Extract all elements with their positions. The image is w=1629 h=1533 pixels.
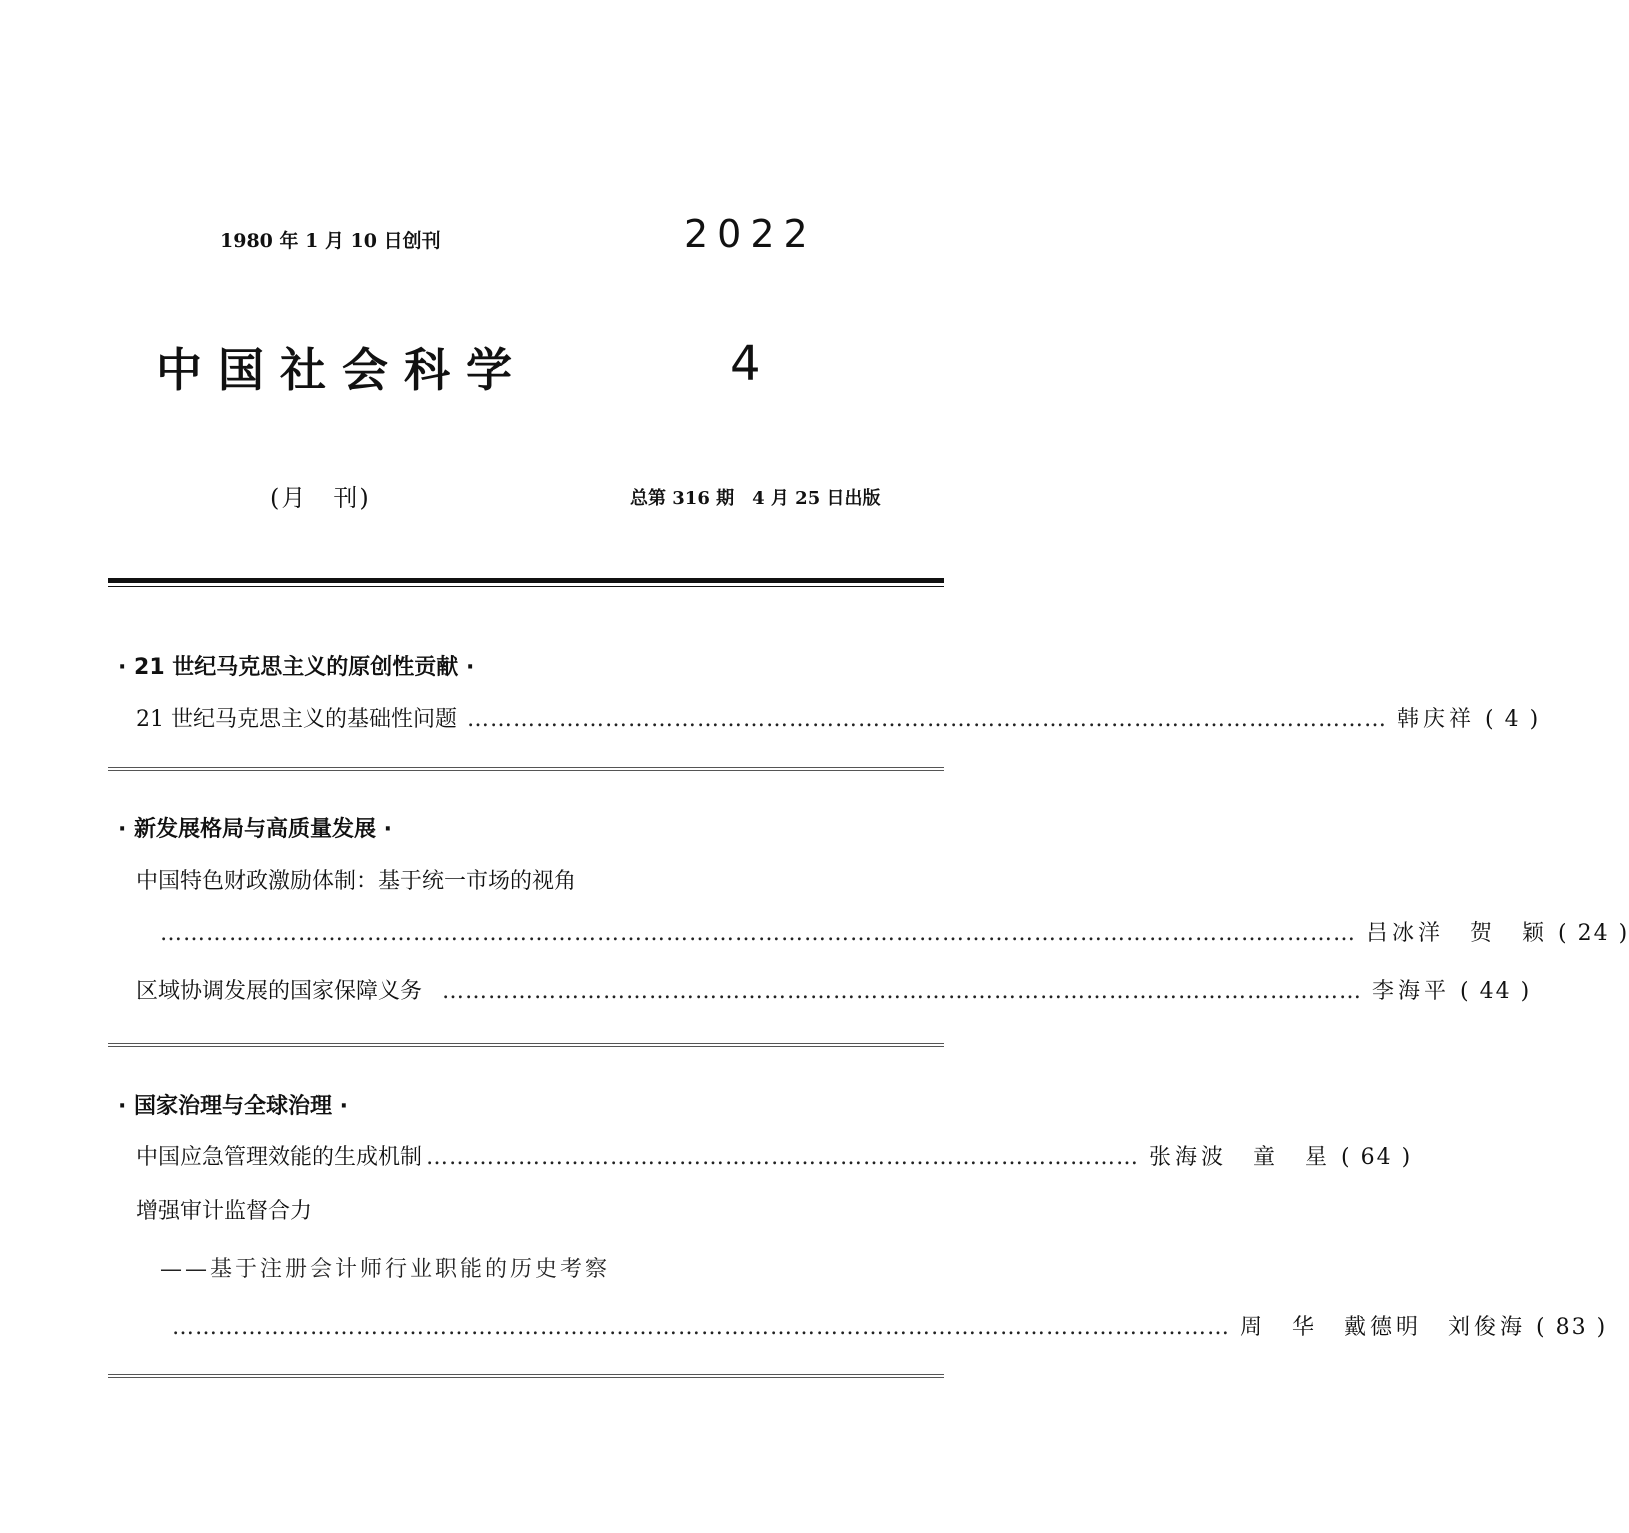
article-title: 区域协调发展的国家保障义务 [136,979,423,1004]
article-authors: 周 华 戴德明 刘俊海 [1240,1315,1527,1340]
section-divider [108,1043,944,1047]
article-page: ( 64 ) [1341,1145,1413,1170]
dot-leader: ………………………………………………………………………………………………………………………… [172,1315,1230,1340]
section-divider [108,1374,944,1378]
article-page: ( 44 ) [1460,979,1532,1004]
section-heading: · 21 世纪马克思主义的原创性贡献 · [118,655,475,680]
article-authors: 吕冰洋 贺 颖 [1366,921,1549,946]
toc-entry[interactable] [136,1140,1413,1171]
journal-title: 中国社会科学 [156,343,528,397]
dot-leader: ………………………………………………………………………………………………………… [467,707,1387,732]
article-page: ( 4 ) [1485,707,1541,732]
dot-leader: ………………………………………………………………………………………………………… [442,979,1363,1004]
article-page: ( 83 ) [1536,1315,1608,1340]
publication-frequency: (月 刊) [270,484,371,512]
article-title: 21 世纪马克思主义的基础性问题 [136,707,457,732]
article-authors: 李海平 [1372,979,1451,1004]
issue-number: 4 [730,336,761,392]
issue-info: 总第 316 期 4 月 25 日出版 [630,488,881,509]
article-title[interactable]: 中国特色财政激励体制：基于统一市场的视角 [136,869,577,894]
toc-entry[interactable] [136,974,1532,1005]
toc-entry[interactable] [136,702,1541,733]
toc-entry[interactable] [160,916,1629,947]
header-divider [108,578,944,587]
article-authors: 韩庆祥 [1397,707,1476,732]
founding-date: 1980 年 1 月 10 日创刊 [220,230,441,252]
article-subtitle: ——基于注册会计师行业职能的历史考察 [160,1257,611,1282]
toc-entry[interactable] [172,1310,1608,1341]
article-title: 中国应急管理效能的生成机制 [136,1145,423,1170]
section-heading: · 国家治理与全球治理 · [118,1094,349,1119]
article-title[interactable]: 增强审计监督合力 [136,1199,313,1224]
publication-year: 2022 [684,212,817,256]
article-authors: 张海波 童 星 [1149,1145,1332,1170]
section-heading: · 新发展格局与高质量发展 · [118,817,393,842]
section-divider [108,767,944,771]
dot-leader: ………………………………………………………………………………… [426,1145,1140,1170]
dot-leader: ………………………………………………………………………………………………………………………………………… [160,921,1356,946]
article-page: ( 24 ) [1558,921,1629,946]
